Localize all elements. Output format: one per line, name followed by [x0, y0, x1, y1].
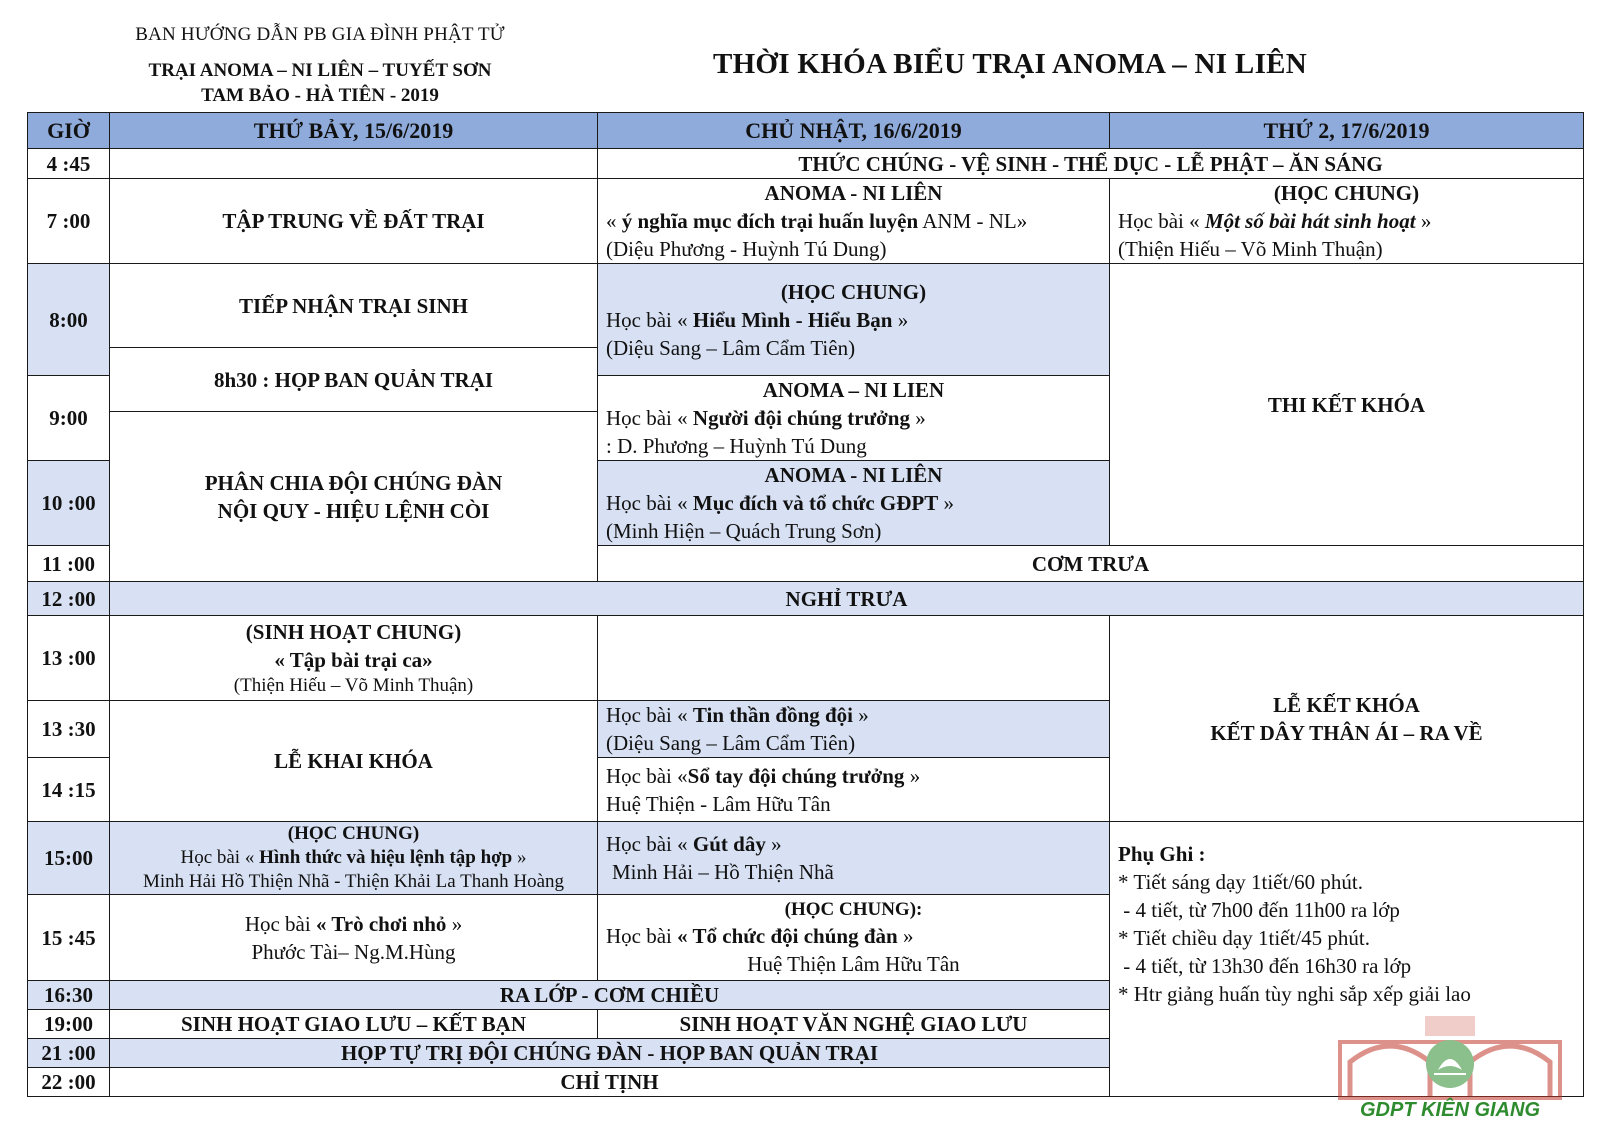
lesson-prefix: «	[606, 209, 622, 233]
lesson-name: « Trò chơi nhỏ	[315, 911, 447, 936]
lesson-group: (HỌC CHUNG)	[287, 823, 420, 844]
lesson-title	[606, 830, 1101, 858]
lesson-instructors: (Minh Hiện – Quách Trung Sơn)	[606, 519, 882, 543]
lesson-name: Người đội chúng trưởng	[692, 406, 910, 430]
camp-name-line2: TAM BẢO - HÀ TIÊN - 2019	[201, 85, 439, 106]
time-cell: 21 :00	[28, 1039, 110, 1068]
lesson-suffix: »	[765, 832, 782, 856]
lesson-name: Tin thần đồng đội	[692, 703, 854, 727]
time-cell: 12 :00	[28, 582, 110, 616]
closing-line: LỄ KẾT KHÓA	[1273, 692, 1420, 717]
time-cell: 19:00	[28, 1010, 110, 1039]
gdpt-kien-giang-logo	[1330, 1012, 1570, 1122]
lesson-instructors: (Diệu Phương - Huỳnh Tú Dung)	[606, 237, 887, 261]
lesson-name: Mục đích và tổ chức GĐPT	[692, 491, 939, 515]
time-cell: 9:00	[28, 376, 110, 461]
lesson-group: (HỌC CHUNG)	[1273, 181, 1420, 205]
time-cell: 16:30	[28, 981, 110, 1010]
lesson-cell	[598, 822, 1110, 895]
empty-cell	[598, 616, 1110, 701]
lesson-prefix: Học bài	[244, 911, 316, 936]
morning-routine-cell: THỨC CHÚNG - VỆ SINH - THỂ DỤC - LỄ PHẬT – ĂN SÁNG	[598, 149, 1584, 179]
lesson-prefix: Học bài «	[606, 491, 693, 515]
lesson-instructors: Huệ Thiện Lâm Hữu Tân	[747, 951, 960, 976]
lesson-instructors: Minh Hải Hồ Thiện Nhã - Thiện Khải La Thanh Hoàng	[142, 871, 565, 892]
opening-ceremony-cell: LỄ KHAI KHÓA	[110, 701, 598, 822]
activity-cell: SINH HOẠT GIAO LƯU – KẾT BẠN	[110, 1010, 598, 1039]
lesson-title	[118, 910, 589, 938]
time-cell: 13 :00	[28, 616, 110, 701]
lesson-title	[606, 922, 1101, 950]
lesson-title	[606, 404, 1101, 432]
dinner-cell: RA LỚP - CƠM CHIỀU	[110, 981, 1110, 1010]
lesson-instructors: (Thiện Hiếu – Võ Minh Thuận)	[1118, 237, 1383, 261]
lesson-suffix: »	[938, 491, 954, 515]
lesson-cell	[110, 895, 598, 981]
lesson-prefix: Học bài «	[180, 847, 260, 868]
activity-line: NỘI QUY - HIỆU LỆNH CÒI	[217, 498, 490, 523]
lesson-group: (HỌC CHUNG):	[784, 898, 923, 920]
lesson-title	[606, 701, 1101, 729]
time-cell: 4 :45	[28, 149, 110, 179]
table-row	[28, 179, 1584, 264]
lesson-name: « Tổ chức đội chúng đàn	[677, 923, 898, 948]
activity-cell: SINH HOẠT VĂN NGHỆ GIAO LƯU	[598, 1010, 1110, 1039]
schedule-table	[27, 112, 1584, 1097]
lesson-title	[118, 846, 589, 870]
lesson-title	[606, 306, 1101, 334]
notes-block	[1118, 840, 1575, 1008]
time-cell: 14 :15	[28, 758, 110, 822]
note-line: * Tiết sáng dạy 1tiết/60 phút.	[1118, 870, 1364, 894]
activity-line: « Tập bài trại ca»	[274, 648, 433, 672]
lesson-cell	[598, 461, 1110, 546]
lesson-cell	[1110, 179, 1584, 264]
time-cell: 11 :00	[28, 546, 110, 582]
logo-text: GDPT KIÊN GIANG	[1359, 1099, 1541, 1121]
table-row	[28, 264, 1584, 348]
lesson-suffix: ANM - NL»	[918, 209, 1028, 233]
time-cell: 10 :00	[28, 461, 110, 546]
lesson-name: Hiểu Mình - Hiểu Bạn	[692, 307, 893, 332]
lesson-cell	[598, 701, 1110, 758]
notes-title: Phụ Ghi :	[1118, 842, 1206, 866]
lunch-cell: CƠM TRƯA	[598, 546, 1584, 582]
time-cell: 15 :45	[28, 895, 110, 981]
lesson-suffix: »	[904, 763, 921, 788]
time-cell: 8:00	[28, 264, 110, 376]
lesson-suffix: »	[512, 847, 527, 868]
lesson-prefix: Học bài «	[606, 832, 693, 856]
organization-name: BAN HƯỚNG DẪN PB GIA ĐÌNH PHẬT TỬ	[135, 24, 505, 45]
lesson-group: ANOMA - NI LIÊN	[764, 181, 943, 205]
lesson-prefix: Học bài «	[606, 406, 693, 430]
lesson-prefix: Học bài «	[606, 307, 693, 332]
lesson-cell	[598, 895, 1110, 981]
camp-name-line1: TRẠI ANOMA – NI LIÊN – TUYẾT SƠN	[148, 60, 492, 81]
logo-emblem-icon	[1330, 1012, 1570, 1122]
activity-cell	[110, 616, 598, 701]
time-cell: 15:00	[28, 822, 110, 895]
note-line: * Tiết chiều dạy 1tiết/45 phút.	[1118, 926, 1370, 950]
lesson-name: Sổ tay đội chúng trưởng	[687, 763, 905, 788]
lesson-title	[1118, 207, 1575, 235]
column-header-saturday: THỨ BẢY, 15/6/2019	[110, 113, 598, 149]
meeting-cell: HỌP TỰ TRỊ ĐỘI CHÚNG ĐÀN - HỌP BAN QUẢN TRẠI	[110, 1039, 1110, 1068]
lesson-suffix: »	[446, 911, 463, 936]
lesson-cell	[598, 758, 1110, 822]
lesson-instructors: Minh Hải – Hồ Thiện Nhã	[612, 860, 834, 884]
lesson-prefix: Học bài «	[606, 763, 688, 788]
activity-line: PHÂN CHIA ĐỘI CHÚNG ĐÀN	[204, 470, 503, 495]
lesson-suffix: »	[909, 406, 926, 430]
lesson-name: Hình thức và hiệu lệnh tập hợp	[259, 847, 513, 868]
column-header-monday: THỨ 2, 17/6/2019	[1110, 113, 1584, 149]
time-cell: 13 :30	[28, 701, 110, 758]
lesson-group: (HỌC CHUNG)	[780, 279, 927, 304]
activity-instructors: (Thiện Hiếu – Võ Minh Thuận)	[233, 675, 474, 696]
lesson-prefix: Học bài «	[1118, 209, 1205, 233]
lesson-instructors: : D. Phương – Huỳnh Tú Dung	[606, 434, 867, 458]
column-header-sunday: CHỦ NHẬT, 16/6/2019	[598, 113, 1110, 149]
table-row	[28, 822, 1584, 895]
closing-ceremony-cell	[1110, 616, 1584, 822]
lesson-name: Một số bài hát sinh hoạt	[1204, 209, 1416, 233]
lesson-name: Gút dây	[692, 832, 766, 856]
lesson-title	[606, 489, 1101, 517]
note-line: - 4 tiết, từ 13h30 đến 16h30 ra lớp	[1118, 954, 1412, 978]
note-line: * Htr giảng huấn tùy nghi sắp xếp giải lao	[1118, 982, 1471, 1006]
lesson-prefix: Học bài «	[606, 703, 693, 727]
lesson-suffix: »	[897, 923, 914, 948]
table-row	[28, 616, 1584, 701]
activity-cell: TẬP TRUNG VỀ ĐẤT TRẠI	[110, 179, 598, 264]
table-row	[28, 582, 1584, 616]
lesson-cell	[598, 264, 1110, 376]
note-line: - 4 tiết, từ 7h00 đến 11h00 ra lớp	[1118, 898, 1400, 922]
lesson-suffix: »	[892, 307, 909, 332]
lesson-prefix: Học bài	[606, 923, 678, 948]
activity-cell: TIẾP NHẬN TRẠI SINH	[110, 264, 598, 348]
column-header-time: GIỜ	[28, 113, 110, 149]
activity-line: (SINH HOẠT CHUNG)	[245, 620, 462, 644]
activity-cell: 8h30 : HỌP BAN QUẢN TRẠI	[110, 348, 598, 412]
table-row	[28, 149, 1584, 179]
table-header-row	[28, 113, 1584, 149]
closing-line: KẾT DÂY THÂN ÁI – RA VỀ	[1210, 720, 1483, 745]
time-cell: 22 :00	[28, 1068, 110, 1097]
lesson-group: ANOMA – NI LIEN	[762, 378, 945, 402]
activity-cell	[110, 412, 598, 582]
lesson-instructors: Huệ Thiện - Lâm Hữu Tân	[606, 791, 831, 816]
lesson-instructors: (Diệu Sang – Lâm Cẩm Tiên)	[606, 335, 856, 360]
final-exam-cell: THI KẾT KHÓA	[1110, 264, 1584, 546]
lesson-suffix: »	[1415, 209, 1432, 233]
noon-rest-cell: NGHỈ TRƯA	[110, 582, 1584, 616]
lesson-suffix: »	[853, 703, 869, 727]
document-title: THỜI KHÓA BIỂU TRẠI ANOMA – NI LIÊN	[712, 48, 1308, 80]
lesson-group: ANOMA - NI LIÊN	[764, 463, 943, 487]
time-cell: 7 :00	[28, 179, 110, 264]
camp-name	[30, 58, 610, 108]
lesson-instructors: (Diệu Sang – Lâm Cẩm Tiên)	[606, 731, 856, 755]
lesson-name: ý nghĩa mục đích trại huấn luyện	[621, 209, 919, 233]
empty-cell	[110, 149, 598, 179]
lesson-instructors: Phước Tài– Ng.M.Hùng	[251, 939, 456, 964]
document-header-left	[30, 24, 610, 108]
lesson-cell	[598, 376, 1110, 461]
lights-out-cell: CHỈ TỊNH	[110, 1068, 1110, 1097]
lesson-cell	[110, 822, 598, 895]
lesson-title	[606, 207, 1101, 235]
lesson-title	[606, 762, 1101, 790]
lesson-cell	[598, 179, 1110, 264]
